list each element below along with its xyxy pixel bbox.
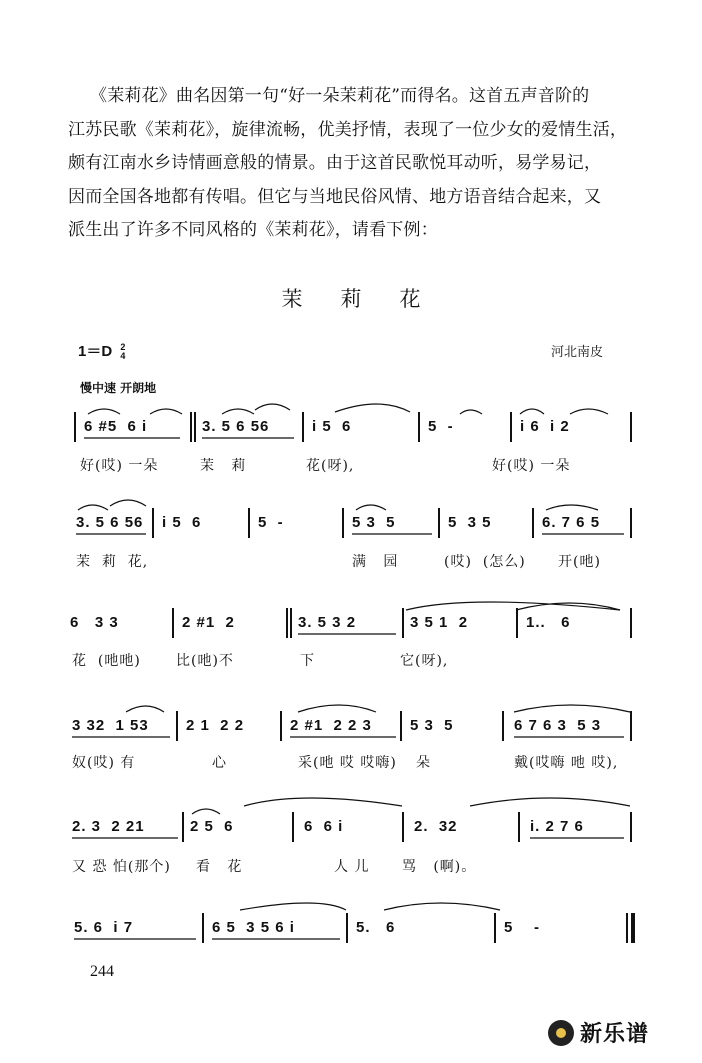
tempo-marking: 慢中速 开朗地	[80, 381, 157, 395]
lyric-2-5: (哎) (怎么)	[444, 554, 526, 570]
barline	[74, 412, 76, 442]
slur	[298, 705, 376, 712]
barline	[190, 412, 192, 442]
measure-1-2: 3. 5 6 56	[202, 418, 270, 435]
barline	[400, 711, 402, 741]
barline	[402, 812, 404, 842]
measure-3-1: 6 3 3	[70, 614, 119, 631]
barline	[280, 711, 282, 741]
slur	[88, 409, 120, 414]
slur	[516, 603, 620, 610]
slur	[255, 404, 290, 410]
slur	[520, 409, 544, 414]
time-signature	[120, 343, 125, 361]
measure-3-5: 1.. 6	[526, 614, 571, 631]
measure-6-2: 6 5 3 5 6 i	[212, 919, 295, 936]
lyric-4-1: 奴(哎) 有	[72, 755, 136, 771]
barline	[510, 412, 512, 442]
lyric-1-5: 好(哎) 一朵	[492, 458, 571, 474]
measure-5-4: 2. 32	[414, 818, 458, 835]
lyric-3-2: 比(吔)不	[176, 653, 234, 669]
barline	[290, 608, 292, 638]
slur	[570, 409, 608, 414]
measure-4-3: 2 #1 2 2 3	[290, 717, 372, 734]
measure-4-5: 6 7 6 3 5 3	[514, 717, 602, 734]
slur	[356, 505, 386, 510]
song-title: 茉莉花	[281, 287, 459, 311]
lyric-2-6: 开(吔)	[558, 554, 601, 570]
barline	[630, 711, 632, 741]
measure-1-4: 5 -	[428, 418, 454, 435]
barline	[202, 913, 204, 943]
key-label: 1＝D	[78, 343, 113, 360]
lyric-5-3: 人 儿	[334, 859, 370, 875]
lyric-5-1: 又 恐 怕(那个)	[72, 859, 171, 875]
lyric-2-4: 满 园	[352, 554, 399, 570]
measure-1-5: i 6 i 2	[520, 418, 570, 435]
measure-2-4: 5 3 5	[352, 514, 396, 531]
barline	[152, 508, 154, 538]
barline	[630, 812, 632, 842]
barline	[402, 608, 404, 638]
measure-3-4: 3 5 1 2	[410, 614, 469, 631]
barline	[176, 711, 178, 741]
measure-3-2: 2 #1 2	[182, 614, 235, 631]
measure-6-1: 5. 6 i 7	[74, 919, 134, 936]
intro-line-3: 颇有江南水乡诗情画意般的情景。由于这首民歌悦耳动听，易学易记，	[68, 153, 602, 173]
slur	[514, 705, 630, 712]
slur	[546, 505, 598, 510]
measure-1-3: i 5 6	[312, 418, 352, 435]
measure-6-4: 5 -	[504, 919, 541, 936]
barline	[532, 508, 534, 538]
lyric-3-4: 它(呀),	[400, 653, 449, 669]
intro-line-4: 因而全国各地都有传唱。但它与当地民俗风情、地方语音结合起来，又	[68, 186, 602, 207]
page-number: 244	[90, 963, 114, 980]
barline	[518, 812, 520, 842]
lyric-3-1: 花 (吔吔)	[72, 653, 141, 669]
measure-5-5: i. 2 7 6	[530, 818, 584, 835]
lyric-4-3: 采(吔 哎 哎嗨)	[298, 755, 397, 771]
measure-6-3: 5. 6	[356, 919, 396, 936]
lyric-5-4: 骂 (啊)。	[402, 859, 477, 875]
measure-5-3: 6 6 i	[304, 818, 344, 835]
slur	[460, 410, 482, 414]
record-icon	[548, 1020, 574, 1046]
lyric-1-2: 茉 莉	[200, 458, 247, 474]
lyric-1-3: 花(呀),	[306, 458, 355, 474]
barline	[630, 508, 632, 538]
meter-bottom: 4	[120, 351, 126, 362]
barline	[346, 913, 348, 943]
intro-paragraph	[68, 80, 648, 248]
slur	[240, 903, 346, 910]
measure-4-4: 5 3 5	[410, 717, 454, 734]
final-barline-thick	[631, 913, 635, 943]
slur	[384, 903, 500, 910]
slur	[335, 404, 410, 412]
barline	[438, 508, 440, 538]
lyric-2-1: 茉 莉 花,	[76, 554, 149, 570]
slur	[192, 809, 220, 814]
intro-line-2: 江苏民歌《茉莉花》，旋律流畅，优美抒情，表现了一位少女的爱情生活，	[68, 119, 628, 140]
measure-2-2: i 5 6	[162, 514, 202, 531]
slur	[244, 798, 402, 806]
barline	[502, 711, 504, 741]
barline	[292, 812, 294, 842]
final-barline-thin	[626, 913, 628, 943]
slur	[406, 602, 620, 610]
barline	[286, 608, 288, 638]
measure-1-1: 6 #5 6 i	[84, 418, 148, 435]
barline	[516, 608, 518, 638]
lyric-4-4: 朵	[416, 755, 431, 771]
slur	[470, 798, 630, 806]
barline	[194, 412, 196, 442]
key-signature	[78, 340, 125, 361]
barline	[630, 412, 632, 442]
intro-line-5: 派生出了许多不同风格的《茉莉花》，请看下例：	[68, 220, 438, 240]
intro-line-1: 《茉莉花》曲名因第一句“好一朵茉莉花”而得名。这首五声音阶的	[90, 86, 590, 106]
meter-top: 2	[120, 342, 126, 353]
lyric-1-1: 好(哎) 一朵	[80, 458, 159, 474]
slur	[78, 505, 108, 510]
barline	[172, 608, 174, 638]
measure-5-1: 2. 3 2 21	[72, 818, 145, 835]
measure-4-1: 3 32 1 53	[72, 717, 149, 734]
measure-4-2: 2 1 2 2	[186, 717, 245, 734]
slur	[150, 409, 182, 414]
measure-2-5: 5 3 5	[448, 514, 492, 531]
barline	[182, 812, 184, 842]
logo-text: 新乐谱	[580, 1022, 650, 1047]
measure-5-2: 2 5 6	[190, 818, 234, 835]
barline	[494, 913, 496, 943]
measure-2-6: 6. 7 6 5	[542, 514, 601, 531]
barline	[342, 508, 344, 538]
barline	[418, 412, 420, 442]
lyric-3-3: 下	[300, 653, 315, 669]
barline	[302, 412, 304, 442]
barline	[248, 508, 250, 538]
slur	[126, 706, 164, 712]
measure-3-3: 3. 5 3 2	[298, 614, 357, 631]
measure-2-3: 5 -	[258, 514, 284, 531]
measure-2-1: 3. 5 6 56	[76, 514, 144, 531]
barline	[630, 608, 632, 638]
slur	[222, 409, 254, 414]
lyric-5-2: 看 花	[196, 859, 243, 875]
site-logo	[548, 1017, 688, 1047]
song-origin: 河北南皮	[551, 345, 604, 360]
lyric-4-2: 心	[212, 755, 227, 771]
slur	[110, 500, 146, 506]
lyric-4-5: 戴(哎嗨 吔 哎),	[514, 755, 619, 771]
